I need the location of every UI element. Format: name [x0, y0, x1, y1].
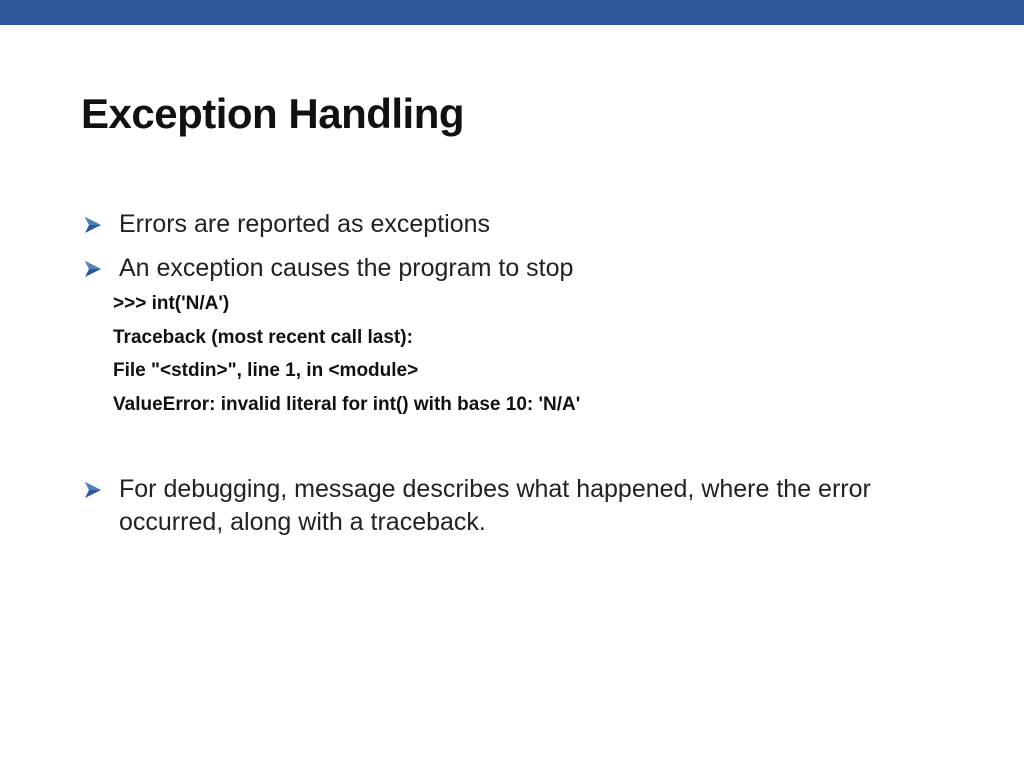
arrow-bullet-icon: [83, 215, 103, 235]
code-line: ValueError: invalid literal for int() with base 10: 'N/A': [113, 394, 581, 415]
slide-title: Exception Handling: [81, 90, 465, 137]
code-line: File "<stdin>", line 1, in <module>: [113, 360, 419, 381]
bullet-text: For debugging, message describes what happened, where the error occurred, along with a traceback.: [119, 475, 871, 536]
header-bar: [0, 0, 1024, 25]
bullet-text: Errors are reported as exceptions: [119, 210, 491, 238]
arrow-bullet-icon: [83, 480, 103, 500]
arrow-bullet-icon: [83, 259, 103, 279]
code-line: >>> int('N/A'): [113, 293, 230, 314]
bullet-text: An exception causes the program to stop: [119, 254, 574, 282]
code-line: Traceback (most recent call last):: [113, 327, 413, 348]
